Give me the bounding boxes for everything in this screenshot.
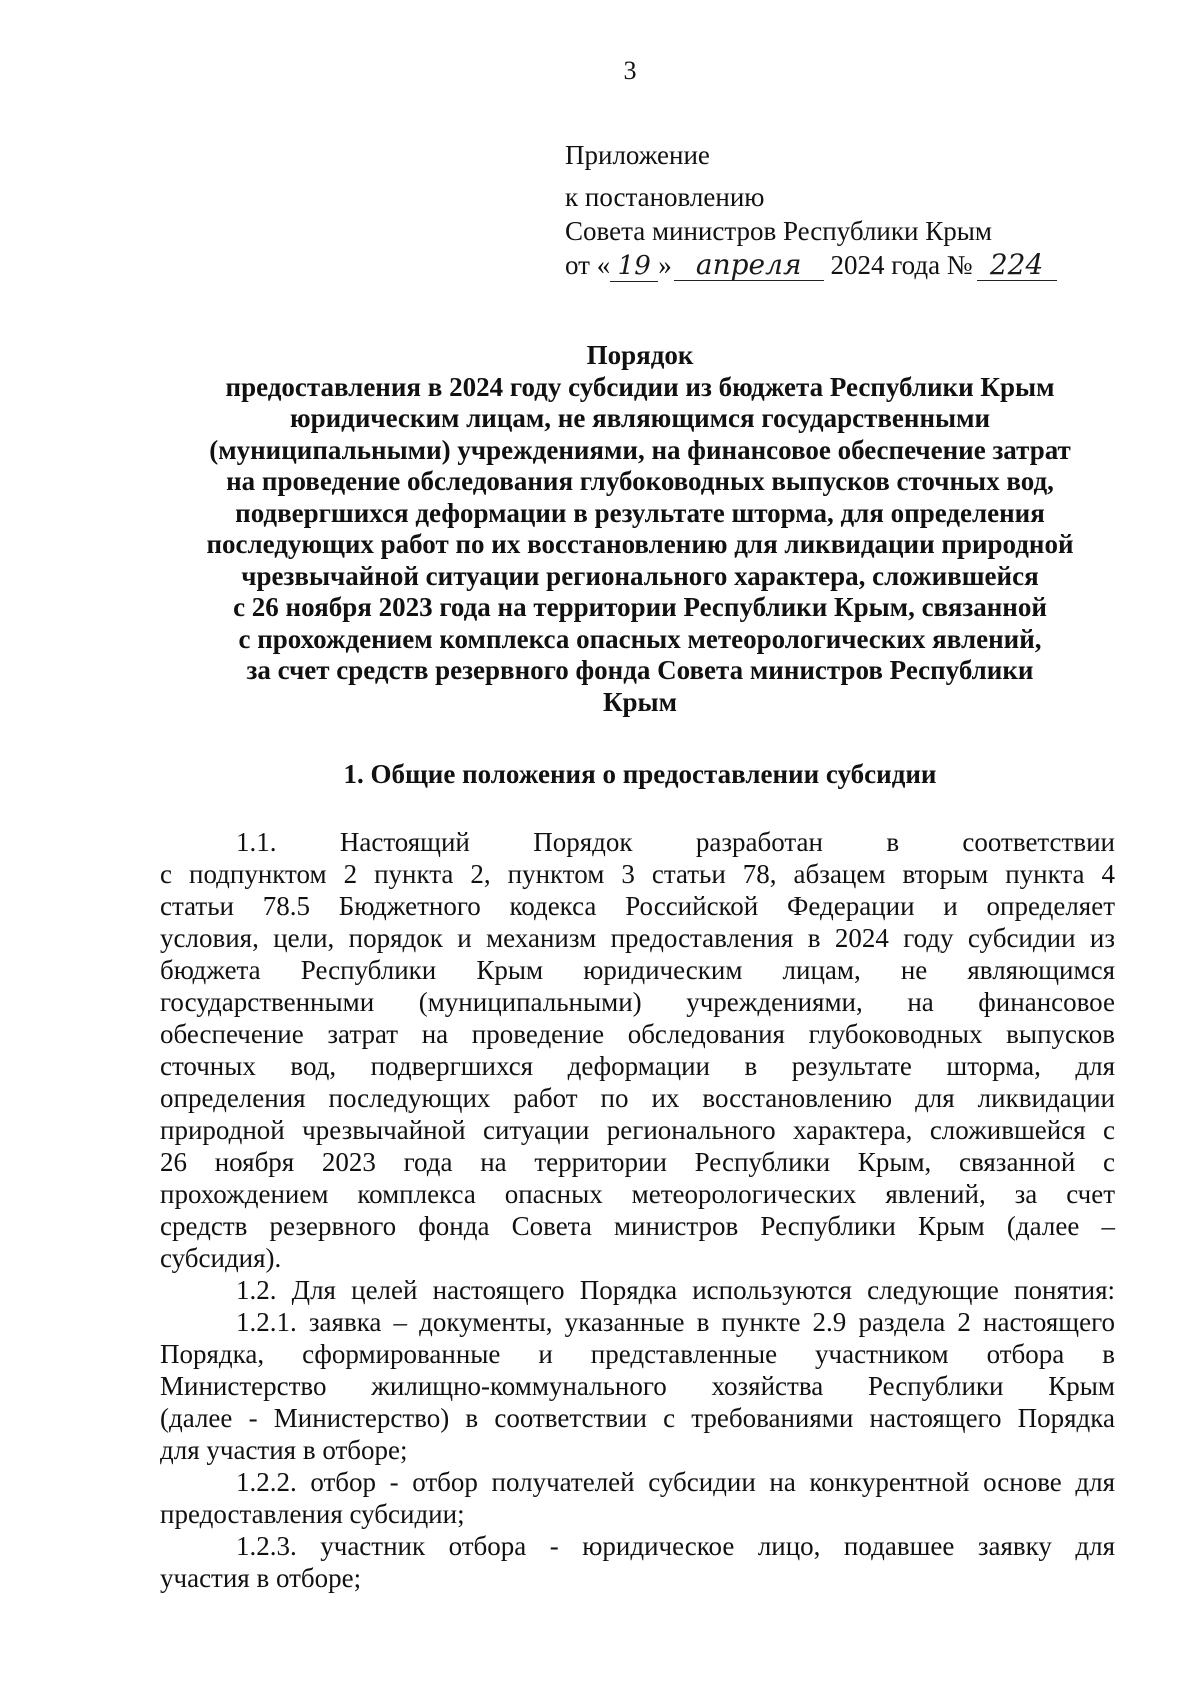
body-line: участия в отборе; (160, 1563, 362, 1593)
title-line: юридическим лицам, не являющимся государственными (289, 403, 991, 433)
body-line: 1.2.3. участник отбора - юридическое лицо, подавшее заявку для (236, 1531, 1115, 1561)
appendix-block (565, 138, 1085, 282)
page-number: 3 (623, 56, 637, 85)
title-line: на проведение обследования глубоководных выпусков сточных вод, (226, 466, 1054, 496)
title-line: последующих работ по их восстановлению для ликвидации природной (206, 529, 1074, 559)
body-line: предоставления субсидии; (160, 1499, 465, 1529)
title-line: предоставления в 2024 году субсидии из бюджета Республики Крым (225, 371, 1055, 402)
title-line: с 26 ноября 2023 года на территории Республики Крым, связанной (233, 592, 1047, 622)
body-line: средств резервного фонда Совета министров Республики Крым (далее – (160, 1211, 1115, 1241)
body-line: обеспечение затрат на проведение обследования глубоководных выпусков (160, 1019, 1115, 1049)
body-line: субсидия). (160, 1243, 282, 1273)
body-line: с подпунктом 2 пункта 2, пунктом 3 статьи 78, абзацем вторым пункта 4 (160, 859, 1115, 889)
title-line: за счет средств резервного фонда Совета министров Республики (246, 655, 1034, 685)
body-line: определения последующих работ по их восстановлению для ликвидации (160, 1083, 1115, 1113)
handwritten-day: 19 (610, 251, 658, 282)
body-text (160, 826, 1115, 1594)
body-line: Порядка, сформированные и представленные участником отбора в (160, 1339, 1115, 1369)
body-line: 26 ноября 2023 года на территории Республики Крым, связанной с (160, 1147, 1115, 1177)
body-line: природной чрезвычайной ситуации регионального характера, сложившейся с (160, 1115, 1115, 1145)
title-line: (муниципальными) учреждениями, на финансовое обеспечение затрат (209, 434, 1071, 465)
body-line: бюджета Республики Крым юридическим лицам, не являющимся (160, 955, 1115, 985)
title-line: чрезвычайной ситуации регионального характера, сложившейся (241, 560, 1039, 591)
handwritten-month: апреля (674, 250, 824, 281)
title-line: подвергшихся деформации в результате шторма, для определения (235, 497, 1045, 528)
body-line: статьи 78.5 Бюджетного кодекса Российской Федерации и определяет (160, 891, 1115, 921)
title-heading: Порядок (586, 340, 694, 370)
date-year-text: 2024 года № (830, 250, 973, 280)
handwritten-doc-number: 224 (977, 250, 1057, 281)
body-line: сточных вод, подвергшихся деформации в результате шторма, для (160, 1051, 1115, 1081)
body-line: (далее - Министерство) в соответствии с требованиями настоящего Порядка (160, 1403, 1115, 1433)
appendix-date-line (565, 248, 1085, 282)
body-line: 1.2.2. отбор - отбор получателей субсидии на конкурентной основе для (236, 1467, 1115, 1497)
date-mid: » (658, 250, 672, 280)
title-line: с прохождением комплекса опасных метеорологических явлений, (238, 623, 1042, 654)
body-line: 1.2.1. заявка – документы, указанные в пункте 2.9 раздела 2 настоящего (236, 1307, 1115, 1337)
body-line: Министерство жилищно-коммунального хозяйства Республики Крым (160, 1371, 1115, 1401)
body-line: государственными (муниципальными) учреждениями, на финансовое (160, 987, 1115, 1017)
body-line: 1.1. Настоящий Порядок разработан в соответствии (236, 827, 1115, 857)
title-line: Крым (602, 686, 678, 717)
appendix-line-council: Совета министров Республики Крым (565, 216, 992, 246)
body-line: условия, цели, порядок и механизм предоставления в 2024 году субсидии из (160, 923, 1115, 953)
appendix-title: Приложение (565, 140, 710, 170)
body-line: прохождением комплекса опасных метеорологических явлений, за счет (160, 1179, 1115, 1209)
body-line: 1.2. Для целей настоящего Порядка используются следующие понятия: (236, 1275, 1115, 1305)
body-line: для участия в отборе; (160, 1435, 408, 1465)
section-heading: 1. Общие положения о предоставлении субсидии (343, 759, 937, 789)
appendix-line-resolution: к постановлению (565, 182, 765, 212)
document-title (150, 340, 1130, 718)
date-prefix: от « (565, 250, 611, 280)
